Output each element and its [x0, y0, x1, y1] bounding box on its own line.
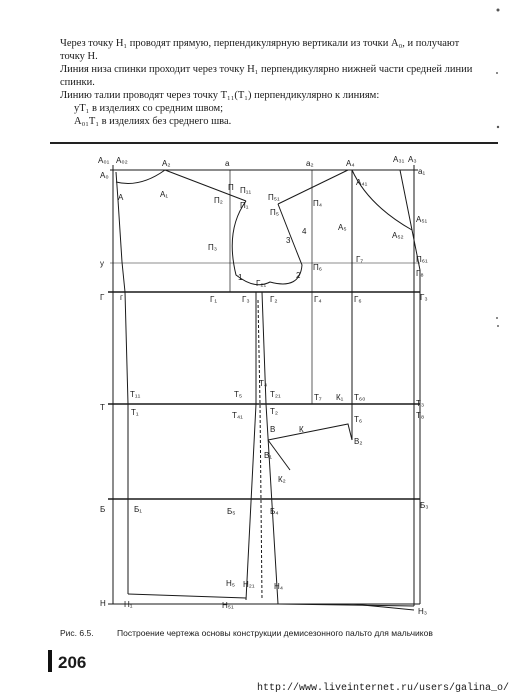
label-p2: П₂ — [214, 196, 223, 205]
label-t6: Т₆ — [354, 415, 363, 424]
label-a51: А₅₁ — [416, 215, 428, 224]
label-t8: Т₈ — [416, 411, 425, 420]
label-p1: П₁ — [240, 201, 249, 210]
label-g2: Г₂ — [270, 295, 278, 304]
label-a01: А₀₁ — [98, 156, 110, 165]
label-t1: Т₁ — [131, 408, 139, 417]
label-g6: Г₆ — [354, 295, 362, 304]
label-k2: К₂ — [278, 475, 286, 484]
label-v1: В₁ — [264, 451, 273, 460]
back-shoulder — [165, 170, 246, 201]
paragraph-1: Через точку Н₁ проводят прямую, перпендикулярную вертикали из точки А₀, и получают точку Н. — [60, 38, 460, 62]
label-b4: Б₄ — [270, 507, 279, 516]
label-g-small: г — [120, 293, 123, 302]
page-number: 206 — [58, 653, 87, 672]
label-g21: Г₂₁ — [256, 279, 267, 288]
label-n1: 1 — [238, 273, 243, 282]
label-a3: А₃ — [408, 155, 417, 164]
label-a1: А₁ — [160, 190, 169, 199]
label-p61: П₆₁ — [416, 255, 428, 264]
label-n3: 3 — [286, 236, 291, 245]
paragraph-3-item-2: А₀₁Т₁ в изделиях без среднего шва. — [74, 116, 232, 127]
label-g4: Г₄ — [314, 295, 322, 304]
paragraph-3-item-1: уТ₁ в изделиях со средним швом; — [74, 103, 224, 114]
label-p51: П₅₁ — [268, 193, 280, 202]
label-b5: Б₅ — [227, 507, 236, 516]
label-b1: Б₁ — [134, 505, 142, 514]
pattern-drawing — [80, 150, 440, 622]
label-p11: П₁₁ — [240, 186, 252, 195]
label-p4: П₄ — [313, 199, 323, 208]
label-p5: П₅ — [270, 208, 279, 217]
label-h1: Н₁ — [124, 600, 133, 609]
side-dashed — [258, 300, 262, 600]
label-t7: Т₇ — [314, 393, 322, 402]
label-a02: А₀₂ — [116, 156, 128, 165]
label-h51: Н₅₁ — [222, 601, 234, 610]
section-divider — [50, 142, 498, 144]
label-g7: Г₇ — [356, 255, 364, 264]
back-neck — [116, 170, 165, 184]
label-b: Б — [100, 505, 106, 514]
label-t: Т — [100, 403, 105, 412]
caption-number: Рис. 6.5. — [60, 628, 94, 638]
label-t60: Т₆₀ — [354, 393, 366, 402]
label-g3-right: Г₃ — [420, 293, 428, 302]
label-g1: Г₁ — [210, 295, 218, 304]
label-a31: А₃₁ — [393, 155, 405, 164]
label-a2-small: а₂ — [306, 159, 314, 168]
label-h5: Н₅ — [226, 579, 235, 588]
back-center-seam — [116, 172, 128, 594]
scan-specks — [495, 0, 505, 700]
label-a-point: А — [118, 193, 124, 202]
label-g8: Г₈ — [416, 269, 424, 278]
label-t3: Т₃ — [416, 399, 425, 408]
label-k: К — [299, 425, 304, 434]
label-t5: Т₅ — [234, 390, 243, 399]
label-p: П — [228, 183, 234, 192]
page-number-bar — [48, 650, 52, 672]
label-p6: П₆ — [313, 263, 322, 272]
label-a0: А₀ — [100, 171, 109, 180]
label-v: В — [270, 425, 276, 434]
armhole — [232, 201, 302, 285]
paragraph-2: Линия низа спинки проходит через точку Н₁ перпендикулярно нижней части средней линии спинки. — [60, 64, 473, 88]
label-h4: Н₄ — [274, 582, 284, 591]
label-a4: А₄ — [346, 159, 355, 168]
label-p3: П₃ — [208, 243, 218, 252]
label-t11: Т₁₁ — [130, 390, 141, 399]
label-t41: Т₄₁ — [232, 411, 243, 420]
label-h21: Н₂₁ — [243, 580, 255, 589]
label-a52: А₅₂ — [392, 231, 404, 240]
back-side-seam — [246, 292, 256, 600]
label-n2: 2 — [296, 271, 301, 280]
label-g3: Г₃ — [242, 295, 250, 304]
source-url: http://www.liveinternet.ru/users/galina_o/ — [256, 683, 509, 694]
pocket-line — [268, 424, 352, 440]
caption-text: Построение чертежа основы конструкции демисезонного пальто для мальчиков — [117, 628, 433, 638]
front-hem-slope — [352, 604, 414, 610]
label-g: Г — [100, 293, 105, 302]
label-n4: 4 — [302, 227, 307, 236]
label-a41: А₄₁ — [356, 178, 368, 187]
front-side-seam — [262, 292, 278, 604]
label-a: а — [225, 159, 230, 168]
label-k1: К₁ — [336, 393, 344, 402]
paragraph-3: Линию талии проводят через точку Т₁₁(Т₁) перпендикулярно к линиям: — [60, 90, 380, 101]
label-a5: А₅ — [338, 223, 347, 232]
label-t4: Т₄ — [259, 379, 268, 388]
label-a2: А₂ — [162, 159, 171, 168]
label-h3: Н₃ — [418, 607, 428, 616]
label-b3: Б₃ — [420, 501, 429, 510]
label-h: Н — [100, 599, 106, 608]
label-t21: Т₂₁ — [270, 390, 281, 399]
label-t2: Т₂ — [270, 407, 278, 416]
label-a1-small: а₁ — [418, 167, 426, 176]
label-y: у — [100, 259, 104, 268]
label-v2: В₂ — [354, 437, 363, 446]
